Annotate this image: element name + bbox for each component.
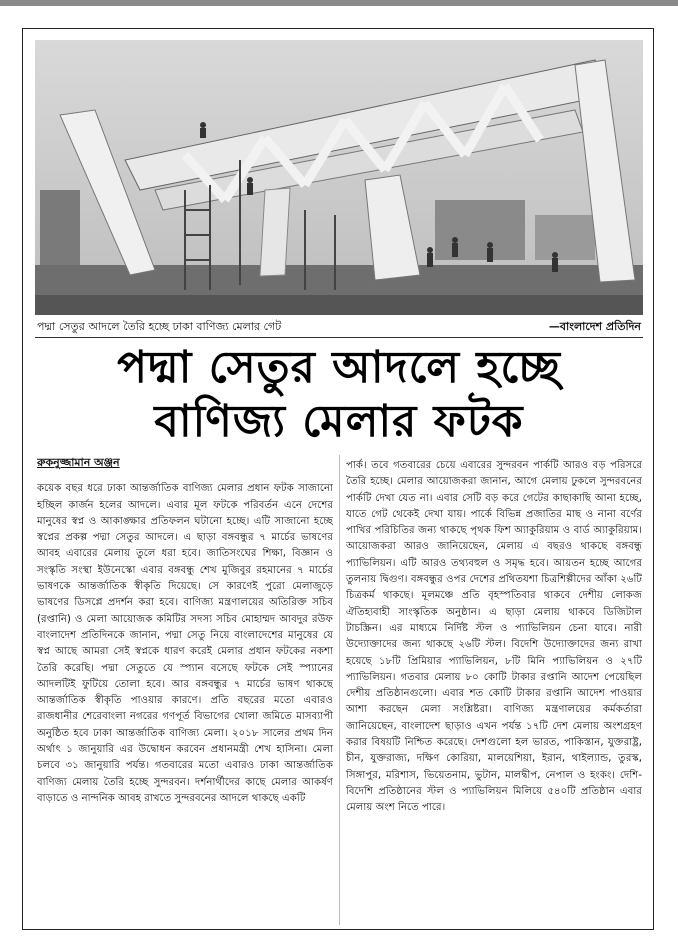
article-column-right xyxy=(346,458,642,926)
construction-gate-illustration xyxy=(35,40,643,315)
news-photo xyxy=(35,40,643,315)
caption-divider xyxy=(35,337,643,338)
photo-caption-row xyxy=(37,318,641,336)
headline-line-2: বাণিজ্য মেলার ফটক xyxy=(154,396,524,447)
column-divider xyxy=(339,455,340,925)
photo-caption: পদ্মা সেতুর আদলে তৈরি হচ্ছে ঢাকা বাণিজ্য মেলার গেট xyxy=(37,320,282,333)
photo-credit: —বাংলাদেশ প্রতিদিন xyxy=(548,320,641,333)
headline-line-1: পদ্মা সেতুর আদলে হচ্ছে xyxy=(117,342,561,393)
article-text-left: কয়েক বছর ধরে ঢাকা আন্তর্জাতিক বাণিজ্য মেলার প্রধান ফটক সাজানো হচ্ছিল কার্জন হলের আদলে। এবার মূল ফটকে পরিবর্তন এনে দেশের মানুষের স্বপ্ন ও আকাঙ্ক্ষার প্রতিফলন ঘটানো হচ্ছে। এটি সাজানো হচ্ছে স্বপ্নের প্রকল্প পদ্মা সেতুর আদলে। এ ছাড়া বঙ্গবন্ধুর ৭ মার্চের ভাষণের আবহ এবারের মেলায় তুলে ধরা হবে। জাতিসংঘের শিক্ষা, বিজ্ঞান ও সংস্কৃতি সংস্থা ইউনেস্কো এবার বঙ্গবন্ধু শেখ মুজিবুর রহমানের ৭ মার্চের ভাষণকে আন্তর্জাতিক স্বীকৃতি দিয়েছে। সে কারণেই পুরো মেলাজুড়ে ভাষণের ডিসপ্লে প্রদর্শন করা হবে। বাণিজ্য মন্ত্রণালয়ের অতিরিক্ত সচিব (রপ্তানি) ও মেলা আয়োজক কমিটির সদস্য সচিব মোহাম্মদ আবদুর রউফ বাংলাদেশ প্রতিদিনকে জানান, পদ্মা সেতু নিয়ে বাংলাদেশের মানুষের যে স্বপ্ন আছে আমরা সেই স্বপ্নকে ধারণ করেই মেলার প্রধান ফটকের নকশা তৈরি করেছি। পদ্মা সেতুতে যে স্প্যান বসেছে ফটকে সেই স্প্যানের আদলটিই ফুটিয়ে তোলা হবে। আর বঙ্গবন্ধুর ৭ মার্চের ভাষণ থাকছে আন্তর্জাতিক স্বীকৃতি পাওয়ার কারণে। প্রতি বছরের মতো এবারও রাজধানীর শেরেবাংলা নগরের গণপূর্ত বিভাগের খোলা জমিতে মাসব্যাপী অনুষ্ঠিত হবে ঢাকা আন্তর্জাতিক বাণিজ্য মেলা। ২০১৮ সালের প্রথম দিন অর্থাৎ ১ জানুয়ারি এর উদ্বোধন করবেন প্রধানমন্ত্রী শেখ হাসিনা। মেলা চলবে ৩১ জানুয়ারি পর্যন্ত। গতবারের মতো এবারও ঢাকা আন্তর্জাতিক বাণিজ্য মেলায় তৈরি হচ্ছে সুন্দরবন। দর্শনার্থীদের কাছে মেলার আকর্ষণ বাড়াতে ও নান্দনিক আবহ রাখতে সুন্দরবনের আদলে থাকছে একটি xyxy=(37,483,333,804)
top-border-bar xyxy=(0,0,678,6)
article-column-left xyxy=(37,455,333,925)
byline: রুকনুজ্জামান অঞ্জন xyxy=(37,456,120,469)
article-text-right: পার্ক। তবে গতবারের চেয়ে এবারের সুন্দরবন পার্কটি আরও বড় পরিসরে তৈরি হচ্ছে। মেলার আয়োজকরা জানান, আগে মেলায় ঢুকলে সুন্দরবনের পার্কটি দেখা যেত না। এবার সেটি বড় করে গেটের কাছাকাছি আনা হচ্ছে, যাতে গেট থেকেই দেখা যায়। পার্কে বিভিন্ন প্রজাতির মাছ ও নানা বর্ণের পাখির পরিচিতির জন্য থাকছে পৃথক ফিশ অ্যাকুরিয়াম ও বার্ড অ্যাকুরিয়াম। আয়োজকরা আরও জানিয়েছেন, মেলায় এ বছরও থাকছে বঙ্গবন্ধু প্যাভিলিয়ন। এটি আরও তথ্যবহুল ও সমৃদ্ধ হবে। আয়তন হচ্ছে আগের তুলনায় দ্বিগুণ। বঙ্গবন্ধুর ওপর দেশের প্রথিতযশা চিত্রশিল্পীদের আঁকা ২৬টি চিত্রকর্ম থাকছে। মূলমঞ্চে প্রতি বৃহস্পতিবার থাকবে দেশীয় লোকজ ঐতিহ্যবাহী সাংস্কৃতিক অনুষ্ঠান। এ ছাড়া মেলায় থাকবে ডিজিটাল টাচস্ক্রিন। এর মাধ্যমে নির্দিষ্ট স্টল ও প্যাভিলিয়ন চেনা যাবে। নারী উদ্যোক্তাদের জন্য থাকছে ২৬টি স্টল। বিদেশি উদ্যোক্তাদের জন্য রাখা হয়েছে ১৮টি প্রিমিয়ার প্যাভিলিয়ন, ৮টি মিনি প্যাভিলিয়ন ও ২৭টি প্যাভিলিয়ন। গতবার মেলায় ৮০ কোটি টাকার রপ্তানি আদেশ পেয়েছিল দেশীয় প্রতিষ্ঠানগুলো। এবার শত কোটি টাকার রপ্তানি আদেশ পাওয়ার আশা করছেন মেলা সংশ্লিষ্টরা। বাণিজ্য মন্ত্রণালয়ের কর্মকর্তারা জানিয়েছেন, বাংলাদেশ ছাড়াও এখন পর্যন্ত ১৭টি দেশ মেলায় অংশগ্রহণ করার বিষয়টি নিশ্চিত করেছে। দেশগুলো হল ভারত, পাকিস্তান, যুক্তরাষ্ট্র, চীন, যুক্তরাজ্য, দক্ষিণ কোরিয়া, মালয়েশিয়া, ইরান, থাইল্যান্ড, তুরস্ক, সিঙ্গাপুর, মরিশাস, ভিয়েতনাম, ভুটান, মালদ্বীপ, নেপাল ও হংকং। দেশি-বিদেশি প্রতিষ্ঠানের স্টল ও প্যাভিলিয়ন মিলিয়ে ৫৪০টি প্রতিষ্ঠান এবার মেলায় অংশ নিতে পারে। xyxy=(346,460,642,814)
